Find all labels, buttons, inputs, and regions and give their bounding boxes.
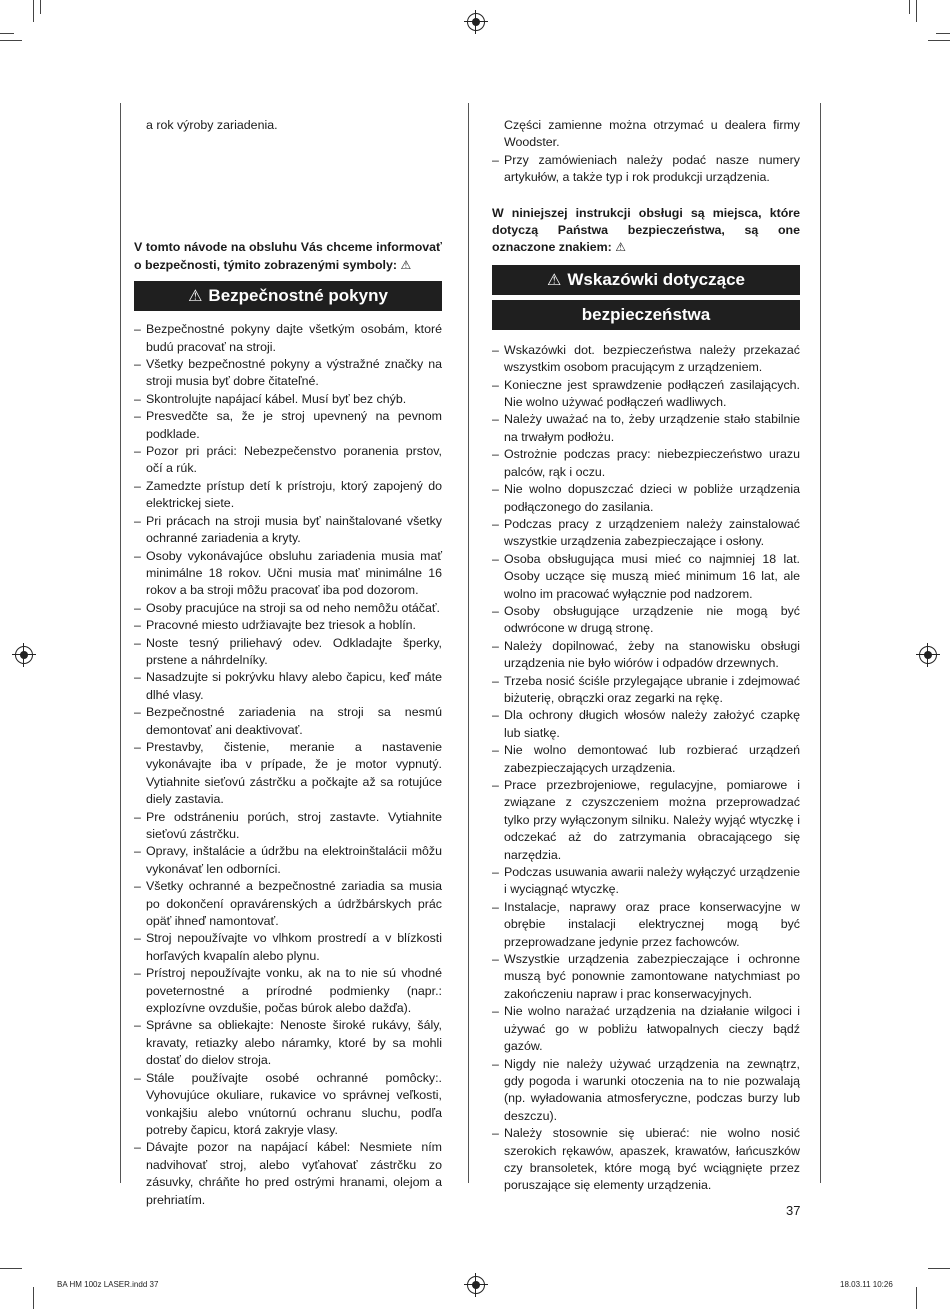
list-item: – Nie wolno demontować lub rozbierać urządzeń zabezpieczających urządzenia.: [492, 742, 800, 777]
list-item: – Osoby vykonávajúce obsluhu zariadenia musia mať minimálne 18 rokov. Učni musia mať minimálne 16 rokov a ba stroji môžu pracovať iba pod dozorom.: [134, 548, 442, 600]
list-item: – Dla ochrony długich włosów należy założyć czapkę lub siatkę.: [492, 707, 800, 742]
crop-mark: [0, 1268, 22, 1269]
list-item: – Nie wolno dopuszczać dzieci w pobliże urządzenia podłączonego do zasilania.: [492, 481, 800, 516]
registration-mark-top: [467, 13, 485, 31]
left-column: [134, 117, 442, 1209]
right-continuation-list: [492, 152, 800, 187]
registration-mark-left: [15, 646, 33, 664]
crop-mark: [928, 40, 950, 41]
crop-mark: [0, 33, 14, 34]
crop-mark: [33, 1287, 34, 1309]
list-item: – Osoby obsługujące urządzenie nie mogą być odwrócone w drugą stronę.: [492, 603, 800, 638]
right-safety-list: [492, 342, 800, 1195]
list-item: – Nigdy nie należy używać urządzenia na zewnątrz, gdy pogoda i warunki otoczenia na to nie pozwalają (np. wyładowania atmosferyczne, podczas burzy lub deszczu).: [492, 1056, 800, 1126]
list-item: – Należy uważać na to, żeby urządzenie stało stabilnie na trwałym podłożu.: [492, 411, 800, 446]
list-item: – Osoby pracujúce na stroji sa od neho nemôžu otáčať.: [134, 600, 442, 617]
list-item: – Ostrożnie podczas pracy: niebezpieczeństwo urazu palców, rąk i oczu.: [492, 446, 800, 481]
list-item: – Pre odstráneniu porúch, stroj zastavte. Vytiahnite sieťovú zástrčku.: [134, 809, 442, 844]
warning-triangle-icon: ⚠: [400, 257, 412, 272]
crop-mark: [916, 0, 917, 22]
crop-mark: [40, 0, 41, 14]
list-item: – Instalacje, naprawy oraz prace konserwacyjne w obrębie instalacji elektrycznej mogą być przeprowadzane jedynie przez fachowców.: [492, 899, 800, 951]
list-item: – Wskazówki dot. bezpieczeństwa należy przekazać wszystkim osobom pracującym z urządzeniem.: [492, 342, 800, 377]
list-item: – Przy zamówieniach należy podać nasze numery artykułów, a także typ i rok produkcji urządzenia.: [492, 152, 800, 187]
left-continuation: a rok výroby zariadenia.: [146, 118, 278, 132]
right-section-heading-line1: ⚠ Wskazówki dotyczące: [492, 265, 800, 295]
crop-mark: [0, 40, 22, 41]
left-safety-list: [134, 321, 442, 1209]
list-item: – Pracovné miesto udržiavajte bez triesok a hoblín.: [134, 617, 442, 634]
list-item: – Osoba obsługująca musi mieć co najmniej 18 lat. Osoby uczące się muszą mieć minimum 16 lat, ale wolno im pracować wyłącznie pod nadzorem.: [492, 551, 800, 603]
crop-mark: [928, 1268, 950, 1269]
list-item: – Należy dopilnować, żeby na stanowisku obsługi urządzenia nie było wiórów i odpadów drzewnych.: [492, 638, 800, 673]
list-item: – Bezpečnostné pokyny dajte všetkým osobám, ktoré budú pracovať na stroji.: [134, 321, 442, 356]
registration-mark-right: [919, 646, 937, 664]
list-item: – Stroj nepoužívajte vo vlhkom prostredí a v blízkosti horľavých kvapalín alebo plynu.: [134, 930, 442, 965]
left-section-heading: ⚠ Bezpečnostné pokyny: [134, 281, 442, 311]
list-item: – Prestavby, čistenie, meranie a nastavenie vykonávajte iba v prípade, že je motor vypnutý. Vytiahnite sieťovú zástrčku a počkajte až sa rotujúce diely zastavia.: [134, 739, 442, 809]
list-item: – Podczas usuwania awarii należy wyłączyć urządzenie i wyciągnąć wtyczkę.: [492, 864, 800, 899]
registration-mark-bottom: [467, 1276, 485, 1294]
list-item: – Nie wolno narażać urządzenia na działanie wilgoci i używać go w pobliżu łatwopalnych cieczy bądź gazów.: [492, 1003, 800, 1055]
footer-file-info: BA HM 100z LASER.indd 37: [57, 1280, 159, 1289]
right-column: [492, 117, 800, 1195]
page-number: 37: [786, 1203, 801, 1218]
list-item: – Należy stosownie się ubierać: nie wolno nosić szerokich rękawów, apaszek, krawatów, łańcuszków czy bransoletek, które mogą być wciągnięte przez poruszające się elementy urządzenia.: [492, 1125, 800, 1195]
list-item: – Skontrolujte napájací kábel. Musí byť bez chýb.: [134, 391, 442, 408]
warning-triangle-icon: ⚠: [547, 271, 562, 289]
list-item: – Bezpečnostné zariadenia na stroji sa nesmú demontovať ani deaktivovať.: [134, 704, 442, 739]
warning-triangle-icon: ⚠: [188, 288, 203, 306]
column-rule-left: [120, 103, 121, 1183]
crop-mark: [33, 0, 34, 22]
list-item: – Nasadzujte si pokrývku hlavy alebo čapicu, keď máte dlhé vlasy.: [134, 669, 442, 704]
right-section-heading-line2: bezpieczeństwa: [492, 300, 800, 330]
list-item: – Dávajte pozor na napájací kábel: Nesmiete ním nadvihovať stroj, alebo vyťahovať zástrčku zo zásuvky, chráňte ho pred ostrými hranami, olejom a prehriatím.: [134, 1139, 442, 1209]
list-item: – Trzeba nosić ściśle przylegające ubranie i zdejmować biżuterię, obrączki oraz zegarki na rękę.: [492, 673, 800, 708]
right-intro: W niniejszej instrukcji obsługi są miejsca, które dotyczą Państwa bezpieczeństwa, są one oznaczone znakiem: ⚠: [492, 205, 800, 255]
list-item: – Noste tesný priliehavý odev. Odkladajte šperky, prstene a náhrdelníky.: [134, 635, 442, 670]
list-item: – Všetky ochranné a bezpečnostné zariadia sa musia po dokončení opravárenských a údržbárskych prác opäť ihneď namontovať.: [134, 878, 442, 930]
list-item: – Všetky bezpečnostné pokyny a výstražné značky na stroji musia byť dobre čitateľné.: [134, 356, 442, 391]
list-item: – Prace przezbrojeniowe, regulacyjne, pomiarowe i związane z czyszczeniem można przeprowadzać tylko przy wyłączonym silniku. Należy wyjąć wtyczkę i odczekać aż do zatrzymania obracającego się narzędzia.: [492, 777, 800, 864]
list-item: – Stále používajte osobé ochranné pomôcky:. Vyhovujúce okuliare, rukavice vo správnej veľkosti, vonkajšiu alebo vnútornú ochranu sluchu, podľa potreby čapicu, ktorá zakryje vlasy.: [134, 1070, 442, 1140]
list-item: – Pozor pri práci: Nebezpečenstvo poranenia prstov, očí a rúk.: [134, 443, 442, 478]
list-item: – Pri prácach na stroji musia byť nainštalované všetky ochranné zariadenia a kryty.: [134, 513, 442, 548]
crop-mark: [909, 0, 910, 14]
column-rule-middle: [468, 103, 469, 1183]
list-item: – Opravy, inštalácie a údržbu na elektroinštalácii môžu vykonávať len odborníci.: [134, 843, 442, 878]
list-item: – Podczas pracy z urządzeniem należy zainstalować wszystkie urządzenia zabezpieczające i osłony.: [492, 516, 800, 551]
list-item: – Konieczne jest sprawdzenie podłączeń zasilających. Nie wolno używać podłączeń wadliwych.: [492, 377, 800, 412]
list-item: – Zamedzte prístup detí k prístroju, ktorý zapojený do elektrickej siete.: [134, 478, 442, 513]
list-item: – Prístroj nepoužívajte vonku, ak na to nie sú vhodné poveternostné a prírodné podmienky (napr.: explozívne ovzdušie, počas búrok alebo dažďa).: [134, 965, 442, 1017]
right-continuation: Części zamienne można otrzymać u dealera firmy Woodster.: [504, 118, 800, 150]
footer-date: 18.03.11 10:26: [840, 1280, 893, 1289]
list-item: – Správne sa obliekajte: Nenoste široké rukávy, šály, kravaty, retiazky alebo náramky, ktoré by sa mohli dostať do dielov stroja.: [134, 1017, 442, 1069]
crop-mark: [936, 33, 950, 34]
warning-triangle-icon: ⚠: [615, 240, 627, 255]
left-intro: V tomto návode na obsluhu Vás chceme informovať o bezpečnosti, týmito zobrazenými symboly: ⚠: [134, 240, 442, 272]
list-item: – Presvedčte sa, že je stroj upevnený na pevnom podklade.: [134, 408, 442, 443]
list-item: – Wszystkie urządzenia zabezpieczające i ochronne muszą być ponownie zamontowane natychmiast po zakończeniu napraw i prac konserwacyjnych.: [492, 951, 800, 1003]
crop-mark: [916, 1287, 917, 1309]
column-rule-right: [820, 103, 821, 1183]
